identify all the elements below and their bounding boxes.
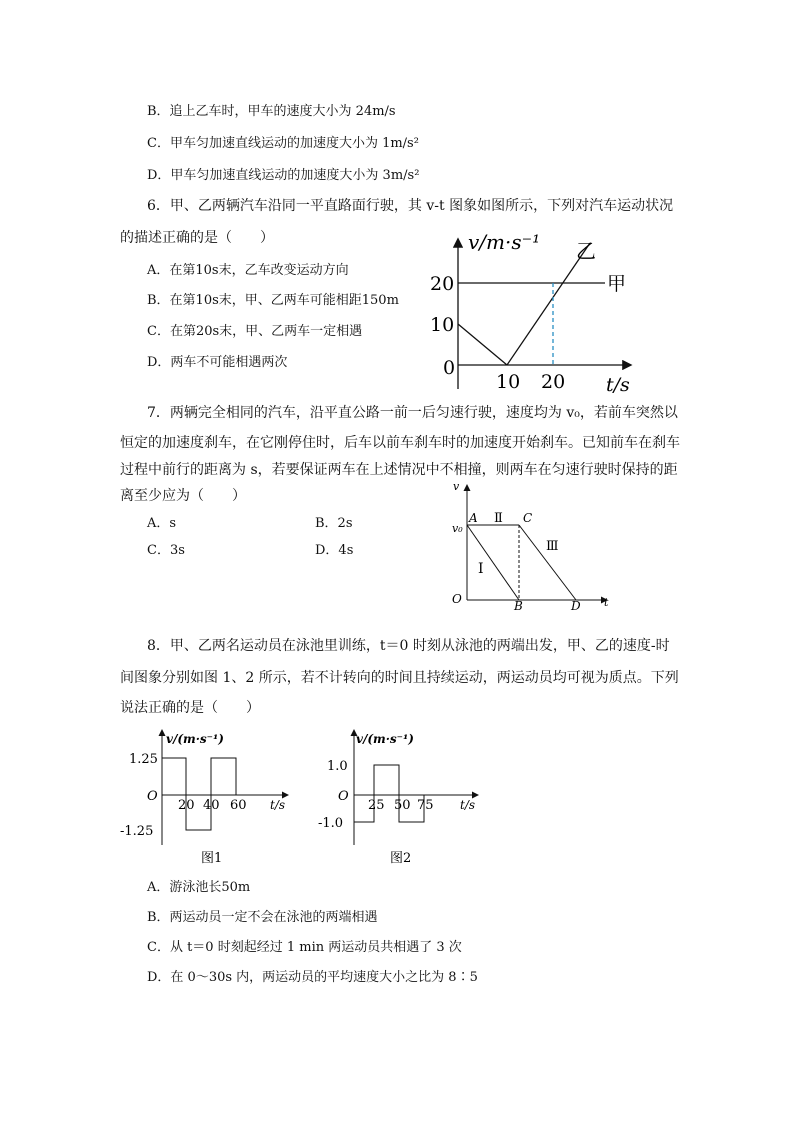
fig2-x-tick-25: 25 [368, 798, 385, 813]
q6-x-label: t/s [606, 374, 630, 396]
q6-stem-line1: 6．甲、乙两辆汽车沿同一平直路面行驶，其 v-t 图象如图所示，下列对汽车运动状况 [147, 198, 674, 214]
fig2-top-tick: 1.0 [327, 759, 348, 774]
q7-label-i: Ⅰ [478, 561, 484, 577]
fig2-y-label: v/(m·s⁻¹) [356, 732, 414, 746]
q8-fig2-graph [312, 725, 492, 865]
q6-option-b: B．在第10s末，甲、乙两车可能相距150m [147, 293, 399, 308]
fig1-x-label: t/s [270, 798, 286, 812]
q7-label-v0: v₀ [452, 522, 463, 535]
fig1-seg-1 [162, 758, 186, 795]
q8-option-d: D．在 0～30s 内，两运动员的平均速度大小之比为 8∶5 [147, 970, 478, 985]
q7-label-b: B [514, 599, 523, 613]
q7-label-d: D [571, 599, 581, 613]
fig1-bottom-tick: -1.25 [120, 824, 154, 839]
q7-option-b: B．2s [315, 516, 353, 531]
q7-segment-ab [467, 525, 519, 600]
q6-y-label: v/m·s⁻¹ [468, 230, 541, 254]
fig1-x-tick-40: 40 [203, 798, 220, 813]
q8-stem-line2: 间图象分别如图 1、2 所示，若不计转向的时间且持续运动，两运动员均可视为质点。下列 [120, 670, 679, 686]
fig2-origin: O [338, 789, 349, 804]
q6-option-c: C．在第20s末，甲、乙两车一定相遇 [147, 324, 363, 339]
q6-x-tick-20: 20 [541, 371, 566, 393]
q6-option-d: D．两车不可能相遇两次 [147, 355, 288, 370]
q6-y-tick-10: 10 [430, 314, 455, 336]
fig1-top-tick: 1.25 [129, 752, 158, 767]
q6-label-jia: 甲 [607, 273, 627, 295]
q7-stem-line4: 离至少应为（ ） [120, 488, 246, 504]
q6-option-a: A．在第10s末，乙车改变运动方向 [147, 263, 349, 278]
q7-stem-line3: 过程中前行的距离为 s，若要保证两车在上述情况中不相撞，则两车在匀速行驶时保持的距 [120, 462, 678, 478]
fig1-caption: 图1 [201, 851, 223, 865]
q5-option-d: D．甲车匀加速直线运动的加速度大小为 3m/s² [147, 168, 420, 183]
q7-stem-line1: 7．两辆完全相同的汽车，沿平直公路一前一后匀速行驶，速度均为 v₀，若前车突然以 [147, 405, 678, 421]
fig2-caption: 图2 [390, 851, 412, 865]
q7-option-c: C．3s [147, 543, 185, 558]
fig1-seg-3 [211, 758, 236, 795]
q6-label-yi: 乙 [576, 239, 596, 263]
fig2-seg-2 [374, 765, 399, 795]
q8-option-b: B．两运动员一定不会在泳池的两端相遇 [147, 910, 378, 925]
fig2-x-tick-50: 50 [394, 798, 411, 813]
q6-line-yi-down [458, 324, 507, 365]
q7-stem-line2: 恒定的加速度刹车，在它刚停住时，后车以前车刹车时的加速度开始刹车。已知前车在刹车 [120, 435, 680, 451]
q7-vt-graph [448, 478, 618, 613]
q7-label-ii: Ⅱ [494, 511, 503, 526]
q7-label-o: O [452, 592, 462, 606]
q7-label-v: v [453, 480, 460, 493]
q8-option-a: A．游泳池长50m [147, 880, 251, 895]
q6-y-tick-20: 20 [430, 273, 455, 295]
q7-option-d: D．4s [315, 543, 354, 558]
fig2-bottom-tick: -1.0 [318, 816, 344, 831]
q8-stem-line3: 说法正确的是（ ） [120, 700, 260, 716]
q8-stem-line1: 8．甲、乙两名运动员在泳池里训练，t＝0 时刻从泳池的两端出发，甲、乙的速度-时 [147, 638, 670, 654]
q7-label-t: t [604, 596, 609, 609]
q7-label-a: A [469, 511, 478, 525]
q6-stem-line2: 的描述正确的是（ ） [120, 230, 274, 246]
q6-vt-graph [425, 225, 640, 397]
q7-segment-cd [519, 525, 576, 600]
fig2-x-tick-75: 75 [417, 798, 434, 813]
fig1-x-tick-20: 20 [178, 798, 195, 813]
fig1-x-tick-60: 60 [230, 798, 247, 813]
q8-fig1-graph [115, 725, 295, 865]
q6-y-tick-0: 0 [443, 357, 456, 379]
q7-option-a: A．s [147, 516, 177, 531]
q8-option-c: C．从 t＝0 时刻起经过 1 min 两运动员共相遇了 3 次 [147, 940, 462, 955]
q7-label-iii: Ⅲ [546, 539, 559, 554]
fig1-y-label: v/(m·s⁻¹) [166, 732, 224, 746]
fig2-x-label: t/s [460, 798, 476, 812]
q6-x-tick-10: 10 [496, 371, 521, 393]
fig1-origin: O [147, 789, 158, 804]
q7-label-c: C [523, 511, 533, 525]
q5-option-b: B．追上乙车时，甲车的速度大小为 24m/s [147, 104, 396, 119]
q5-option-c: C．甲车匀加速直线运动的加速度大小为 1m/s² [147, 136, 419, 151]
